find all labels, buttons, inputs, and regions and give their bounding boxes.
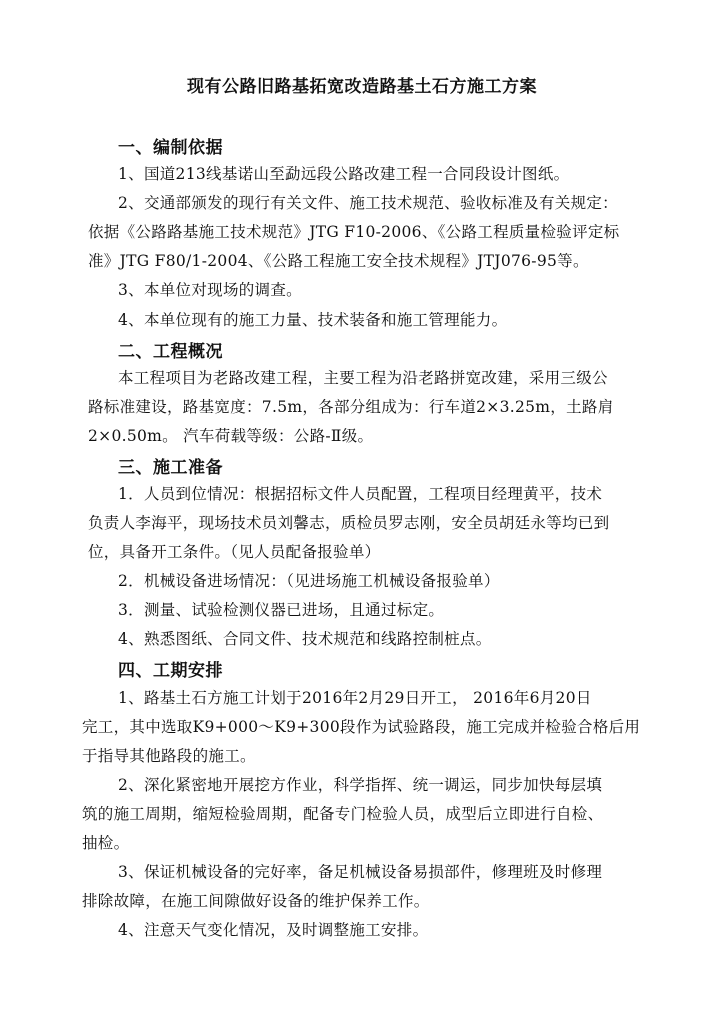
schedule-item-2-cont-1: 筑的施工周期，缩短检验周期，配备专门检验人员，成型后立即进行自检、 [82, 805, 604, 823]
schedule-item-2-cont-2: 抽检。 [82, 834, 130, 852]
prep-item-1: 1．人员到位情况：根据招标文件人员配置，工程项目经理黄平，技术 [118, 485, 603, 503]
basis-item-3: 3、本单位对现场的调查。 [118, 281, 302, 299]
prep-item-4: 4、熟悉图纸、合同文件、技术规范和线路控制桩点。 [118, 630, 492, 648]
prep-item-2: 2．机械设备进场情况：（见进场施工机械设备报验单） [118, 572, 500, 590]
basis-item-2-cont-1: 依据《公路路基施工技术规范》JTG F10-2006、《公路工程质量检验评定标 [88, 223, 620, 241]
schedule-item-3-cont-1: 排除故障，在施工间隙做好设备的维护保养工作。 [82, 892, 430, 910]
schedule-item-3: 3、保证机械设备的完好率，备足机械设备易损部件，修理班及时修理 [118, 863, 603, 881]
schedule-item-4: 4、注意天气变化情况，及时调整施工安排。 [118, 921, 429, 939]
schedule-item-1-cont-2: 于指导其他路段的施工。 [82, 747, 256, 765]
prep-item-1-cont-2: 位，具备开工条件。（见人员配备报验单） [88, 543, 381, 561]
basis-item-2: 2、交通部颁发的现行有关文件、施工技术规范、验收标准及有关规定： [118, 194, 618, 212]
basis-item-1: 1、国道213线基诺山至勐远段公路改建工程一合同段设计图纸。 [118, 165, 570, 183]
basis-item-2-cont-2: 准》JTG F80/1-2004、《公路工程施工安全技术规程》JTJ076-95等。 [88, 252, 589, 270]
section-heading-basis: 一、编制依据 [118, 138, 223, 158]
overview-line-2: 路标准建设，路基宽度：7.5m，各部分组成为：行车道2×3.25m，土路肩 [88, 398, 614, 416]
basis-item-4: 4、本单位现有的施工力量、技术装备和施工管理能力。 [118, 311, 508, 329]
overview-line-1: 本工程项目为老路改建工程，主要工程为沿老路拼宽改建，采用三级公 [118, 369, 608, 387]
schedule-item-1: 1、路基土石方施工计划于2016年2月29日开工， 2016年6月20日 [118, 689, 592, 707]
section-heading-preparation: 三、施工准备 [118, 458, 223, 478]
schedule-item-2: 2、深化紧密地开展挖方作业，科学指挥、统一调运，同步加快每层填 [118, 776, 603, 794]
prep-item-3: 3．测量、试验检测仪器已进场，且通过标定。 [118, 601, 445, 619]
document-title: 现有公路旧路基拓宽改造路基土石方施工方案 [187, 77, 537, 97]
section-heading-overview: 二、工程概况 [118, 342, 223, 362]
overview-line-3: 2×0.50m。 汽车荷载等级：公路-Ⅱ级。 [88, 427, 374, 445]
prep-item-1-cont-1: 负责人李海平，现场技术员刘馨志，质检员罗志刚，安全员胡廷永等均已到 [88, 514, 610, 532]
schedule-item-1-cont-1: 完工，其中选取K9+000～K9+300段作为试验路段，施工完成并检验合格后用 [82, 718, 641, 736]
section-heading-schedule: 四、工期安排 [118, 661, 223, 681]
